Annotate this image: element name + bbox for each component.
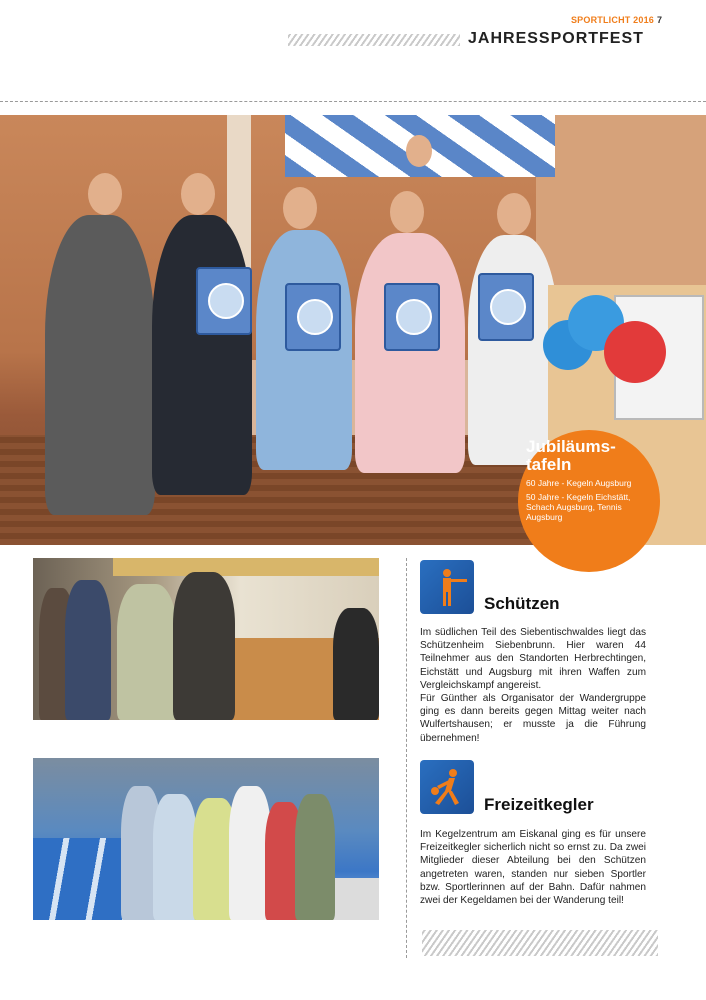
badge-title: Jubiläums-tafeln — [526, 437, 616, 474]
shooting-photo — [33, 558, 379, 720]
section-text-schuetzen: Im südlichen Teil des Siebentischwaldes liegt das Schützenheim Siebenbrunn. Hier waren 44 Teilnehmer aus den Standorten Herbrechtingen, Eichstätt und Augsburg mit ihren Waffen zum Vergleichskampf angereist. Für Günther als Organisator der Wandergruppe ging es dann bereits gegen Mittag weiter nach Wulfertshausen; er musste ja die Führung übernehmen! — [420, 627, 646, 744]
bowler-icon — [420, 760, 474, 814]
column-divider — [406, 558, 407, 958]
page-title: JAHRESSPORTFEST — [468, 30, 644, 47]
plaque — [478, 273, 534, 341]
person — [65, 580, 111, 720]
section-title-freizeitkegler: Freizeitkegler — [484, 795, 594, 814]
shooter-icon — [420, 560, 474, 614]
bowling-photo — [33, 758, 379, 920]
footer-stripes — [422, 930, 658, 956]
person — [333, 608, 379, 720]
person — [152, 215, 252, 495]
person — [45, 215, 155, 515]
badge-line-60: 60 Jahre - Kegeln Augsburg — [526, 478, 632, 488]
section-text-freizeitkegler: Im Kegelzentrum am Eiskanal ging es für unsere Freizeitkegler sicherlich nicht so ernst zu. Da zwei Mitglieder dieser Abteilung bei den Schützen angetreten waren, standen nur sieben Sportler bzw. Sportlerinnen auf der Bahn. Dafür nahmen zwei der Kegeldamen bei der Wanderung teil! — [420, 829, 646, 907]
person — [295, 794, 335, 920]
badge-line-50: 50 Jahre - Kegeln Eichstätt, Schach Augsburg, Tennis Augsburg — [526, 492, 631, 522]
plaque — [285, 283, 341, 351]
header-kicker: SPORTLICHT 2016 — [570, 15, 654, 25]
person — [173, 572, 235, 720]
plaque — [384, 283, 440, 351]
plaque — [196, 267, 252, 335]
balloon — [604, 321, 666, 383]
section-title-schuetzen: Schützen — [484, 594, 560, 613]
page-number: 7 — [656, 15, 662, 25]
top-divider — [0, 101, 706, 102]
header-stripes — [288, 34, 460, 46]
person — [117, 584, 177, 720]
jubilee-badge — [518, 430, 660, 572]
person — [153, 794, 197, 920]
person — [355, 233, 465, 473]
